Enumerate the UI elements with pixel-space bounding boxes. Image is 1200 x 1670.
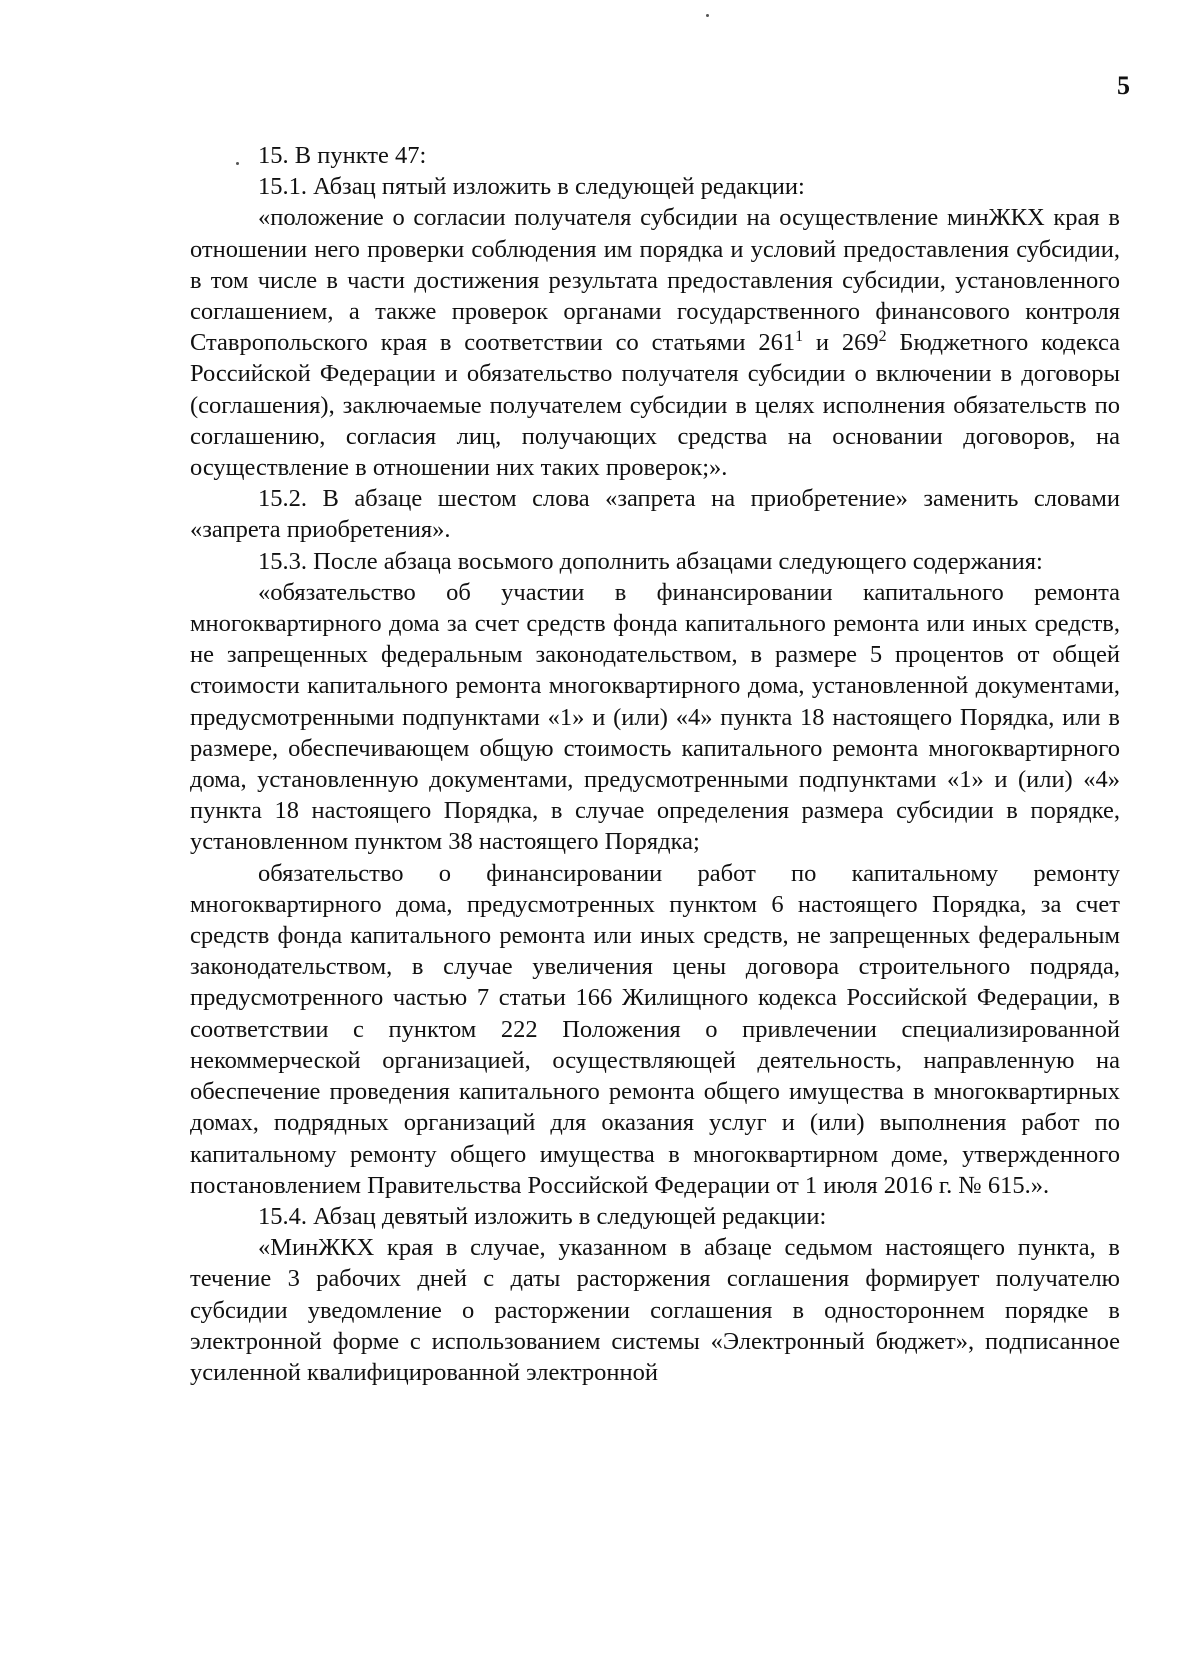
paragraph-15-4-quote: «МинЖКХ края в случае, указанном в абзаце седьмом настоящего пункта, в течение 3 рабочих дней с даты расторжения соглашения формирует получателю субсидии уведомление о расторжении соглашения в одностороннем порядке в электронной форме с использованием системы «Электронный бюджет», подписанное усиленной квалифицированной электронной — [190, 1234, 1120, 1386]
paragraph-15-3-quote-1: «обязательство об участии в финансировании капитального ремонта многоквартирного дома за счет средств фонда капитального ремонта или иных средств, не запрещенных федеральным законодательством, в размере 5 процентов от общей стоимости капитального ремонта многоквартирного дома, установленной документами, предусмотренными подпунктами «1» и (или) «4» пункта 18 настоящего Порядка, или в размере, обеспечивающем общую стоимость капитального ремонта многоквартирного дома, установленную документами, предусмотренными подпунктами «1» и (или) «4» пункта 18 настоящего Порядка, в случае определения размера субсидии в порядке, установленном пунктом 38 настоящего Порядка; — [190, 578, 1120, 856]
superscript: 2 — [878, 328, 887, 346]
paragraph-text: и 269 — [803, 329, 879, 357]
document-body — [190, 140, 1120, 1388]
paragraph-15: 15. В пункте 47: — [258, 142, 427, 169]
paragraph-15-3: 15.3. После абзаца восьмого дополнить абзацами следующего содержания: — [258, 547, 1043, 575]
paragraph-15-1: 15.1. Абзац пятый изложить в следующей редакции: — [258, 173, 805, 201]
paragraph-15-1-quote — [190, 202, 1120, 483]
paragraph-15-3-quote-2: обязательство о финансировании работ по капитальному ремонту многоквартирного дома, предусмотренных пунктом 6 настоящего Порядка, за счет средств фонда капитального ремонта или иных средств, не запрещенных федеральным законодательством, в случае увеличения цены договора строительного подряда, предусмотренного частью 7 статьи 166 Жилищного кодекса Российской Федерации, в соответствии с пунктом 222 Положения о привлечении специализированной некоммерческой организацией, осуществляющей деятельность, направленную на обеспечение проведения капитального ремонта общего имущества в многоквартирных домах, подрядных организаций для оказания услуг и (или) выполнения работ по капитальному ремонту общего имущества в многоквартирном доме, утвержденного постановлением Правительства Российской Федерации от 1 июля 2016 г. № 615.». — [190, 859, 1120, 1199]
paragraph-text: Бюджетного кодекса Российской Федерации и обязательство получателя субсидии о включении в договоры (соглашения), заключаемые получателем субсидии в целях исполнения обязательств по соглашению, согласия лиц, получающих средства на основании договоров, на осуществление в отношении них таких проверок;». — [190, 329, 1120, 482]
scan-speck — [706, 14, 709, 17]
paragraph-15-2: 15.2. В абзаце шестом слова «запрета на приобретение» заменить словами «запрета приобретения». — [190, 485, 1120, 544]
page-number: 5 — [1117, 71, 1130, 100]
paragraph-text: «положение о согласии получателя субсидии на осуществление минЖКХ края в отношении него проверки соблюдения им порядка и условий предоставления субсидии, в том числе в части достижения результата предоставления субсидии, установленного соглашением, а также проверок органами государственного финансового контроля Ставропольского края в соответствии со статьями 261 — [190, 204, 1120, 357]
scan-speck — [236, 162, 239, 165]
paragraph-15-4: 15.4. Абзац девятый изложить в следующей редакции: — [258, 1202, 827, 1230]
superscript: 1 — [795, 328, 804, 346]
